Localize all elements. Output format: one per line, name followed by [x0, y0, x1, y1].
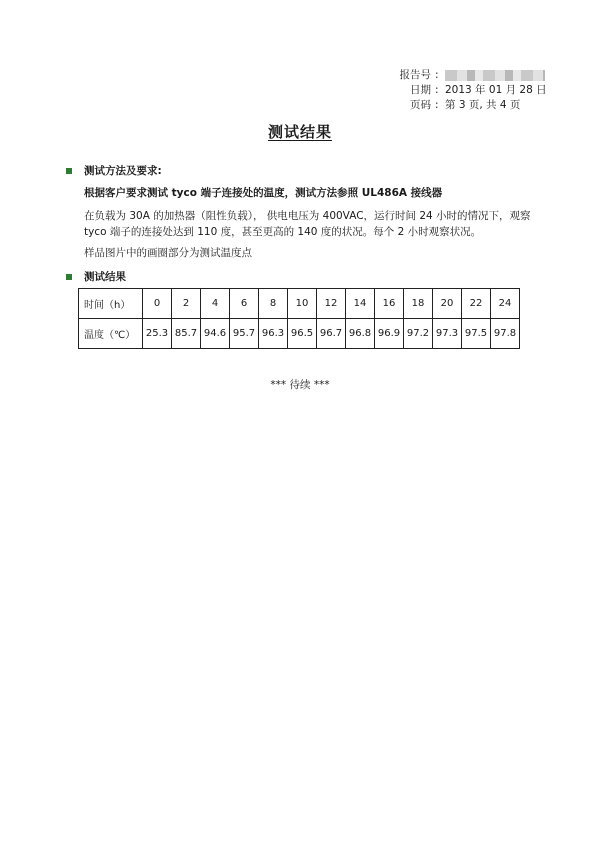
temperature-row-header: 温度（℃） [79, 319, 143, 349]
page-separator: : [435, 99, 439, 111]
report-number-redacted [445, 70, 545, 81]
temperature-cell: 25.3 [143, 319, 172, 349]
temperature-cell: 94.6 [201, 319, 230, 349]
time-cell: 18 [404, 289, 433, 319]
bullet-icon [66, 274, 72, 280]
section-heading-results [66, 269, 126, 284]
time-row [79, 289, 520, 319]
time-cell: 2 [172, 289, 201, 319]
time-cell: 10 [288, 289, 317, 319]
temperature-cell: 97.5 [462, 319, 491, 349]
temperature-cell: 85.7 [172, 319, 201, 349]
page-label: 页码 [410, 99, 431, 111]
temperature-cell: 96.5 [288, 319, 317, 349]
temperature-cell: 97.2 [404, 319, 433, 349]
temperature-cell: 96.7 [317, 319, 346, 349]
page-title: 测试结果 [267, 123, 332, 141]
page-value: 第 3 页, 共 4 页 [445, 99, 521, 111]
time-row-header: 时间（h） [79, 289, 143, 319]
report-header [395, 68, 547, 113]
date-row [395, 83, 547, 98]
section-heading-results-text: 测试结果 [84, 271, 126, 283]
section-heading-method-text: 测试方法及要求: [84, 165, 162, 177]
time-cell: 22 [462, 289, 491, 319]
temperature-cell: 97.3 [433, 319, 462, 349]
bullet-icon [66, 168, 72, 174]
report-number-label: 报告号 [399, 69, 431, 81]
temperature-cell: 95.7 [230, 319, 259, 349]
section-heading-method [66, 163, 162, 178]
date-label: 日期 [410, 84, 431, 96]
page-row [395, 98, 547, 113]
report-number-row [395, 68, 547, 83]
report-number-separator: : [435, 69, 439, 81]
temperature-cell: 96.9 [375, 319, 404, 349]
description-text: 在负载为 30A 的加热器（阻性负载）， 供电电压为 400VAC，运行时间 24 小时的情况下，观察 tyco 端子的连接处达到 110 度，甚至更高的 140 度的状况。每个 2 小时观察状况。 [84, 210, 531, 238]
time-cell: 24 [491, 289, 520, 319]
time-cell: 8 [259, 289, 288, 319]
temperature-cell: 96.3 [259, 319, 288, 349]
requirement-text: 根据客户要求测试 tyco 端子连接处的温度，测试方法参照 UL486A 接线器 [84, 187, 443, 199]
temperature-cell: 96.8 [346, 319, 375, 349]
time-cell: 0 [143, 289, 172, 319]
time-cell: 4 [201, 289, 230, 319]
time-cell: 14 [346, 289, 375, 319]
time-cell: 16 [375, 289, 404, 319]
date-value: 2013 年 01 月 28 日 [445, 84, 547, 96]
time-cell: 12 [317, 289, 346, 319]
note-text: 样品图片中的画圈部分为测试温度点 [84, 247, 252, 259]
time-cell: 6 [230, 289, 259, 319]
continued-marker: *** 待续 *** [270, 379, 330, 391]
date-separator: : [435, 84, 439, 96]
results-table [78, 288, 520, 349]
temperature-cell: 97.8 [491, 319, 520, 349]
temperature-row [79, 319, 520, 349]
time-cell: 20 [433, 289, 462, 319]
